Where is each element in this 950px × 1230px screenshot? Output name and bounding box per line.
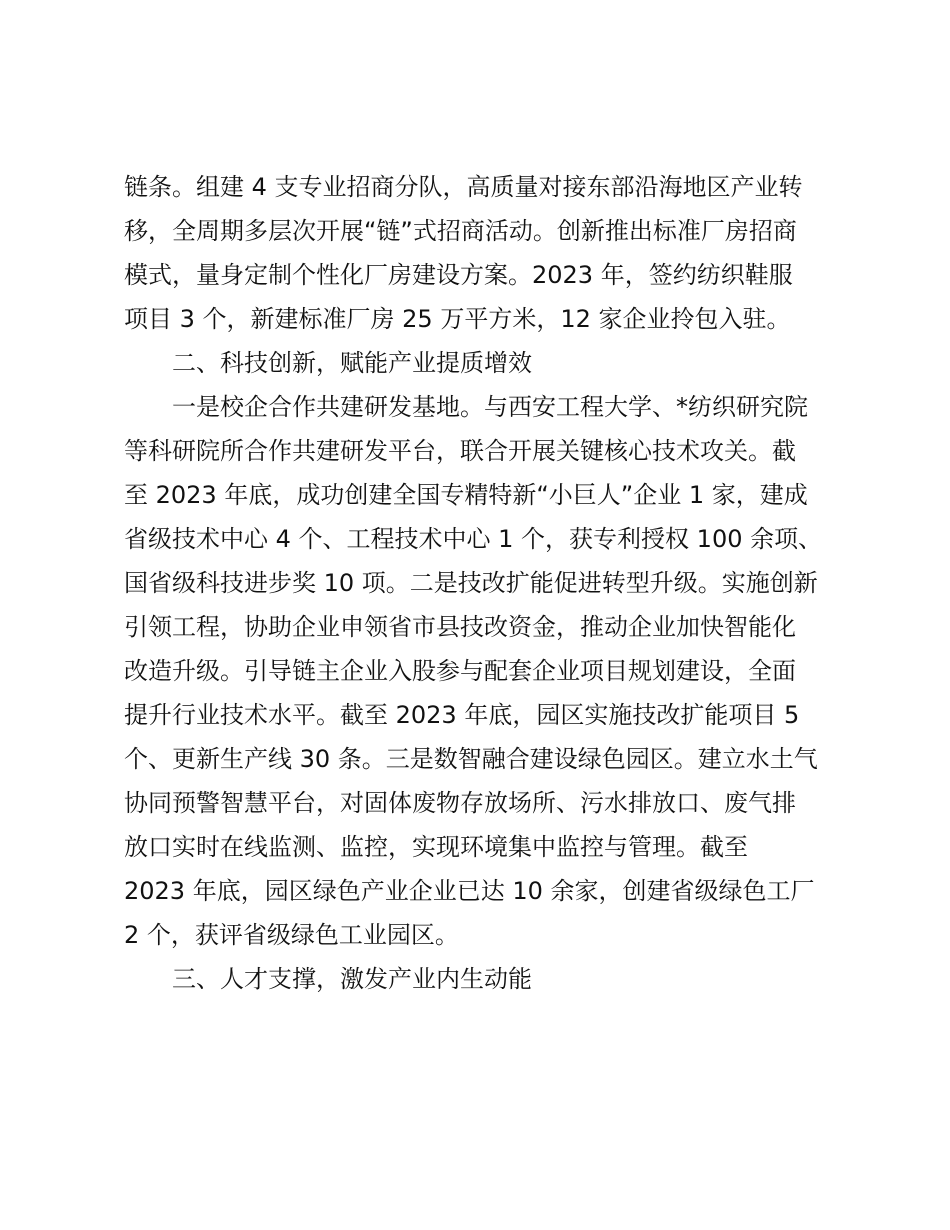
text-line: 项目 3 个，新建标准厂房 25 万平方米，12 家企业拎包入驻。 (124, 305, 791, 333)
text-line: 改造升级。引导链主企业入股参与配套企业项目规划建设，全面 (124, 657, 796, 685)
text-line: 提升行业技术水平。截至 2023 年底，园区实施技改扩能项目 5 (124, 701, 800, 729)
text-line: 引领工程，协助企业申领省市县技改资金，推动企业加快智能化 (124, 613, 796, 641)
text-line: 个、更新生产线 30 条。三是数智融合建设绿色园区。建立水土气 (124, 745, 818, 773)
section-heading: 三、人才支撑，激发产业内生动能 (172, 965, 532, 993)
text-line: 省级技术中心 4 个、工程技术中心 1 个，获专利授权 100 余项、 (124, 525, 823, 553)
text-line: 一是校企合作共建研发基地。与西安工程大学、*纺织研究院 (172, 393, 808, 421)
text-line: 放口实时在线监测、监控，实现环境集中监控与管理。截至 (124, 833, 748, 861)
text-line: 2 个，获评省级绿色工业园区。 (124, 921, 459, 949)
text-line: 模式，量身定制个性化厂房建设方案。2023 年，签约纺织鞋服 (124, 261, 793, 289)
text-line: 链条。组建 4 支专业招商分队，高质量对接东部沿海地区产业转 (124, 173, 803, 201)
section-heading: 二、科技创新，赋能产业提质增效 (172, 349, 532, 377)
text-line: 移，全周期多层次开展“链”式招商活动。创新推出标准厂房招商 (124, 217, 797, 245)
text-line: 至 2023 年底，成功创建全国专精特新“小巨人”企业 1 家，建成 (124, 481, 808, 509)
text-line: 等科研院所合作共建研发平台，联合开展关键核心技术攻关。截 (124, 437, 796, 465)
text-line: 协同预警智慧平台，对固体废物存放场所、污水排放口、废气排 (124, 789, 796, 817)
text-line: 国省级科技进步奖 10 项。二是技改扩能促进转型升级。实施创新 (124, 569, 818, 597)
text-line: 2023 年底，园区绿色产业企业已达 10 余家，创建省级绿色工厂 (124, 877, 815, 905)
